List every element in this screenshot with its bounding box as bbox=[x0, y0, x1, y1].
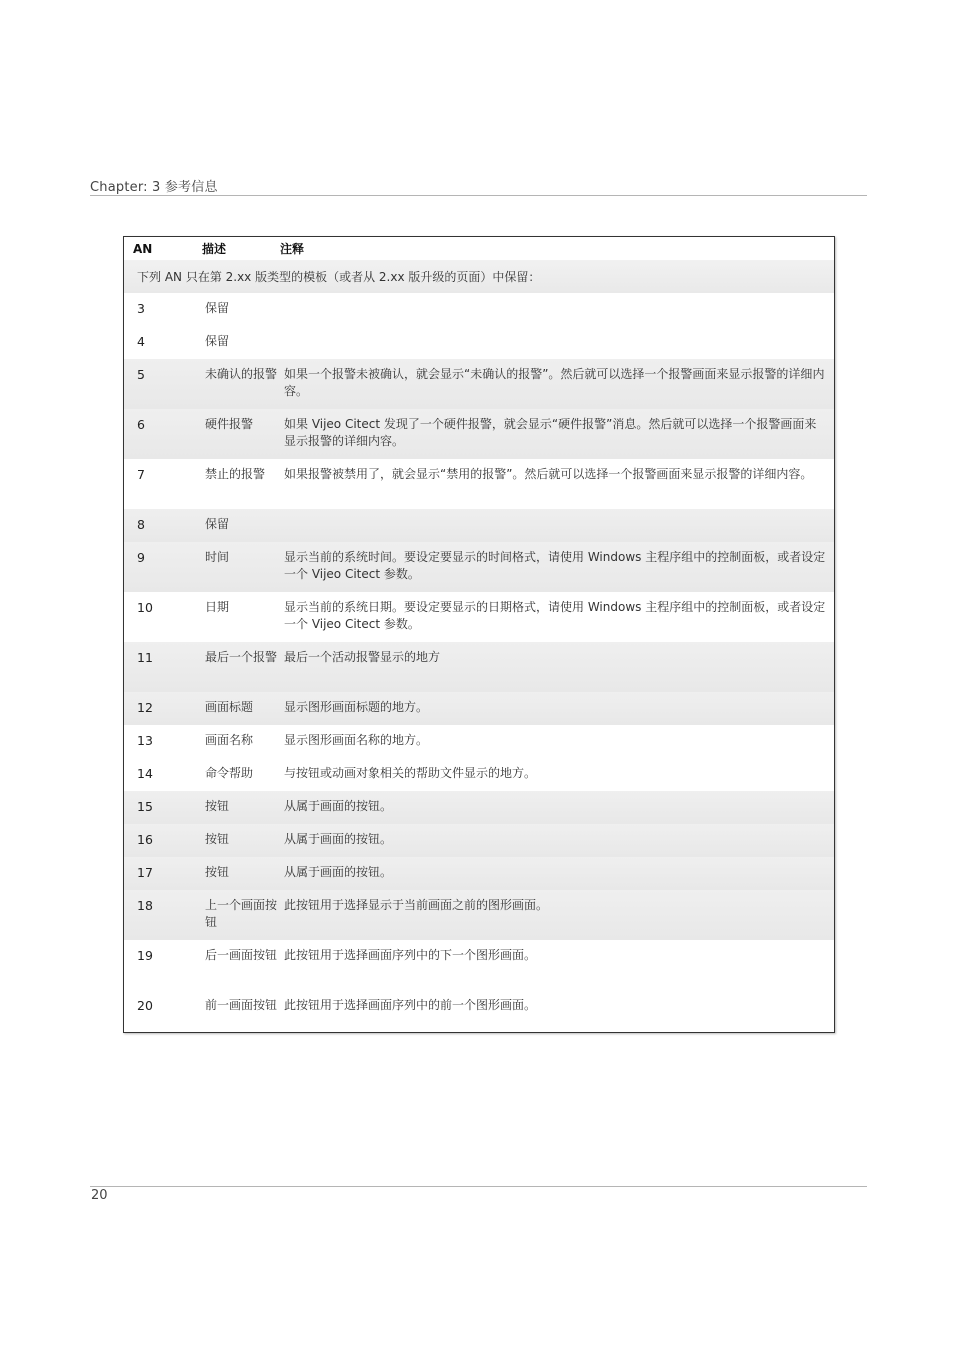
table-row bbox=[124, 326, 834, 359]
description-cell: 前一画面按钮 bbox=[205, 998, 278, 1012]
description-cell: 画面标题 bbox=[205, 700, 254, 714]
notes-cell bbox=[280, 509, 834, 542]
description-cell: 时间 bbox=[205, 550, 230, 564]
column-header-an: AN bbox=[133, 241, 153, 256]
table-row bbox=[124, 990, 834, 1033]
notes-cell: 从属于画面的按钮。 bbox=[284, 832, 393, 846]
an-cell: 7 bbox=[137, 467, 145, 482]
an-cell: 8 bbox=[137, 517, 145, 532]
an-cell: 9 bbox=[137, 550, 145, 565]
table-row bbox=[124, 791, 834, 824]
description-cell: 上一个画面按钮 bbox=[205, 898, 278, 929]
page-number: 20 bbox=[91, 1188, 108, 1203]
table-row bbox=[124, 592, 834, 642]
an-cell: 3 bbox=[137, 301, 145, 316]
notes-cell: 如果 Vijeo Citect 发现了一个硬件报警，就会显示“硬件报警”消息。然后就可以选择一个报警画面来显示报警的详细内容。 bbox=[284, 417, 817, 448]
an-cell: 10 bbox=[137, 600, 153, 615]
notes-cell: 显示当前的系统日期。要设定要显示的日期格式，请使用 Windows 主程序组中的控制面板，或者设定一个 Vijeo Citect 参数。 bbox=[284, 600, 826, 631]
description-cell: 画面名称 bbox=[205, 733, 254, 747]
notes-cell: 显示当前的系统时间。要设定要显示的时间格式，请使用 Windows 主程序组中的控制面板，或者设定一个 Vijeo Citect 参数。 bbox=[284, 550, 826, 581]
table-row bbox=[124, 692, 834, 725]
table-row bbox=[124, 758, 834, 791]
an-cell: 11 bbox=[137, 650, 153, 665]
description-cell: 保留 bbox=[205, 301, 230, 315]
an-cell: 19 bbox=[137, 948, 153, 963]
table-body bbox=[124, 293, 834, 1033]
notes-cell bbox=[280, 326, 834, 359]
notes-cell: 与按钮或动画对象相关的帮助文件显示的地方。 bbox=[284, 766, 537, 780]
an-cell: 15 bbox=[137, 799, 153, 814]
notes-cell: 如果报警被禁用了，就会显示“禁用的报警”。然后就可以选择一个报警画面来显示报警的详细内容。 bbox=[284, 467, 813, 481]
table-row bbox=[124, 940, 834, 990]
description-cell: 未确认的报警 bbox=[205, 367, 278, 381]
table-row bbox=[124, 409, 834, 459]
description-cell: 保留 bbox=[205, 517, 230, 531]
table-intro-note: 下列 AN 只在第 2.xx 版类型的模板（或者从 2.xx 版升级的页面）中保留： bbox=[124, 260, 834, 293]
an-cell: 17 bbox=[137, 865, 153, 880]
table-row bbox=[124, 857, 834, 890]
table-row bbox=[124, 890, 834, 940]
an-cell: 12 bbox=[137, 700, 153, 715]
notes-cell: 最后一个活动报警显示的地方 bbox=[284, 650, 441, 664]
table-row bbox=[124, 725, 834, 758]
notes-cell: 此按钮用于选择显示于当前画面之前的图形画面。 bbox=[284, 898, 549, 912]
description-cell: 保留 bbox=[205, 334, 230, 348]
description-cell: 后一画面按钮 bbox=[205, 948, 278, 962]
table-row bbox=[124, 359, 834, 409]
an-cell: 13 bbox=[137, 733, 153, 748]
an-cell: 6 bbox=[137, 417, 145, 432]
column-header-notes: 注释 bbox=[280, 242, 305, 256]
description-cell: 按钮 bbox=[205, 832, 230, 846]
description-cell: 硬件报警 bbox=[205, 417, 254, 431]
running-header: Chapter: 3 参考信息 bbox=[90, 176, 867, 196]
notes-cell: 从属于画面的按钮。 bbox=[284, 865, 393, 879]
an-reference-table bbox=[123, 236, 835, 1033]
an-cell: 18 bbox=[137, 898, 153, 913]
table-row bbox=[124, 542, 834, 592]
notes-cell: 显示图形画面名称的地方。 bbox=[284, 733, 429, 747]
notes-cell: 从属于画面的按钮。 bbox=[284, 799, 393, 813]
an-cell: 5 bbox=[137, 367, 145, 382]
an-cell: 20 bbox=[137, 998, 153, 1013]
table-row bbox=[124, 509, 834, 542]
table-row bbox=[124, 824, 834, 857]
notes-cell: 此按钮用于选择画面序列中的前一个图形画面。 bbox=[284, 998, 537, 1012]
an-cell: 4 bbox=[137, 334, 145, 349]
column-header-description: 描述 bbox=[202, 242, 227, 256]
notes-cell: 如果一个报警未被确认，就会显示“未确认的报警”。然后就可以选择一个报警画面来显示报警的详细内容。 bbox=[284, 367, 825, 398]
notes-cell bbox=[280, 293, 834, 326]
table-header-row bbox=[124, 237, 834, 260]
an-cell: 14 bbox=[137, 766, 153, 781]
description-cell: 日期 bbox=[205, 600, 230, 614]
table-row bbox=[124, 459, 834, 509]
notes-cell: 此按钮用于选择画面序列中的下一个图形画面。 bbox=[284, 948, 537, 962]
description-cell: 禁止的报警 bbox=[205, 467, 266, 481]
notes-cell: 显示图形画面标题的地方。 bbox=[284, 700, 429, 714]
footer-rule bbox=[90, 1186, 867, 1187]
description-cell: 按钮 bbox=[205, 799, 230, 813]
table-row bbox=[124, 293, 834, 326]
table-row bbox=[124, 642, 834, 692]
an-cell: 16 bbox=[137, 832, 153, 847]
description-cell: 按钮 bbox=[205, 865, 230, 879]
description-cell: 命令帮助 bbox=[205, 766, 254, 780]
description-cell: 最后一个报警 bbox=[205, 650, 278, 664]
